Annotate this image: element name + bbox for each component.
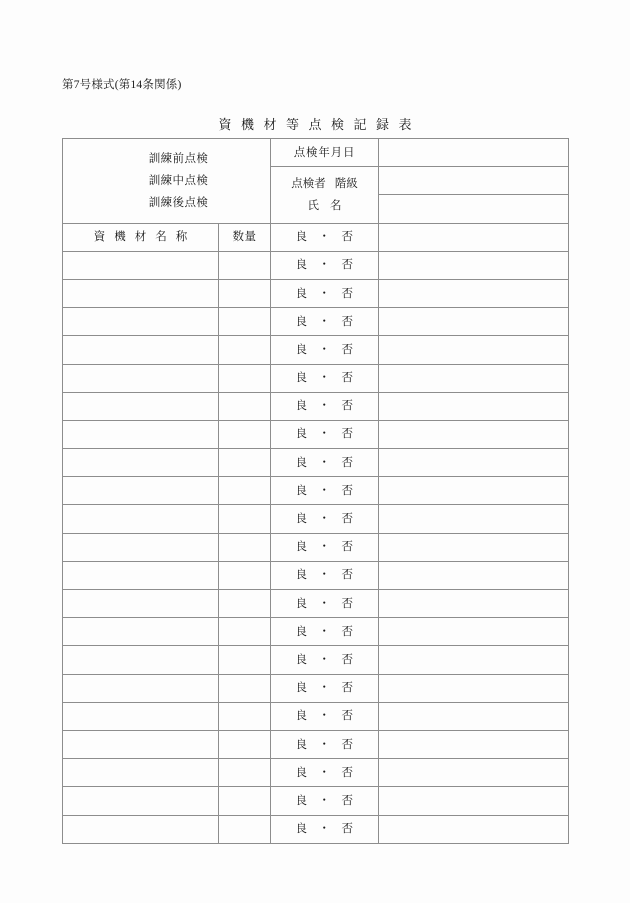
column-header-judgement	[271, 223, 379, 251]
cell-remarks[interactable]	[379, 420, 569, 448]
column-header-equipment-name: 資機材名称	[63, 223, 219, 251]
cell-judgement[interactable]	[271, 477, 379, 505]
judgement-bad-text: 否	[341, 400, 354, 413]
table-row	[63, 364, 569, 392]
cell-remarks[interactable]	[379, 730, 569, 758]
table-row	[63, 251, 569, 279]
table-row	[63, 308, 569, 336]
cell-judgement[interactable]	[271, 815, 379, 843]
judgement-separator-text: ・	[318, 400, 331, 413]
cell-remarks[interactable]	[379, 477, 569, 505]
judgement-separator-text: ・	[318, 343, 331, 356]
judgement-good-text: 良	[295, 456, 308, 469]
judgement-separator-text: ・	[318, 766, 331, 779]
cell-equipment-name[interactable]	[63, 618, 219, 646]
cell-equipment-name[interactable]	[63, 702, 219, 730]
judgement-good-text: 良	[295, 343, 308, 356]
judgement-separator-text: ・	[318, 484, 331, 497]
cell-remarks[interactable]	[379, 702, 569, 730]
cell-quantity[interactable]	[219, 392, 271, 420]
table-row	[63, 674, 569, 702]
judgement-good-text: 良	[295, 259, 308, 272]
cell-remarks[interactable]	[379, 308, 569, 336]
cell-quantity[interactable]	[219, 646, 271, 674]
judgement-bad-text: 否	[341, 625, 354, 638]
judgement-separator-text: ・	[318, 682, 331, 695]
judgement-good-text: 良	[295, 372, 308, 385]
judgement-good-text: 良	[295, 625, 308, 638]
table-row	[63, 392, 569, 420]
table-row	[63, 336, 569, 364]
cell-judgement[interactable]	[271, 449, 379, 477]
judgement-bad-text: 否	[341, 710, 354, 723]
cell-quantity[interactable]	[219, 561, 271, 589]
column-header-remarks	[379, 223, 569, 251]
timing-after-label: 訓練後点検	[148, 196, 209, 209]
cell-quantity[interactable]	[219, 505, 271, 533]
judgement-good-text: 良	[295, 569, 308, 582]
judgement-separator-text: ・	[318, 541, 331, 554]
header-row-date	[63, 139, 569, 167]
cell-quantity[interactable]	[219, 449, 271, 477]
cell-quantity[interactable]	[219, 730, 271, 758]
judgement-bad-text: 否	[341, 231, 354, 244]
cell-equipment-name[interactable]	[63, 477, 219, 505]
cell-equipment-name[interactable]	[63, 336, 219, 364]
cell-equipment-name[interactable]	[63, 590, 219, 618]
cell-quantity[interactable]	[219, 364, 271, 392]
judgement-bad-text: 否	[341, 315, 354, 328]
inspector-name-char-2: 名	[330, 199, 342, 212]
judgement-separator-text: ・	[318, 794, 331, 807]
cell-quantity[interactable]	[219, 702, 271, 730]
judgement-bad-text: 否	[341, 682, 354, 695]
cell-judgement[interactable]	[271, 251, 379, 279]
cell-equipment-name[interactable]	[63, 759, 219, 787]
judgement-good-text: 良	[295, 738, 308, 751]
judgement-good-text: 良	[295, 710, 308, 723]
judgement-separator-text: ・	[318, 710, 331, 723]
cell-equipment-name[interactable]	[63, 646, 219, 674]
judgement-bad-text: 否	[341, 484, 354, 497]
cell-equipment-name[interactable]	[63, 787, 219, 815]
cell-remarks[interactable]	[379, 646, 569, 674]
cell-judgement[interactable]	[271, 308, 379, 336]
judgement-bad-text: 否	[341, 513, 354, 525]
judgement-bad-text: 否	[341, 428, 354, 441]
judgement-bad-text: 否	[341, 287, 354, 300]
timing-before-label: 訓練前点検	[148, 152, 209, 165]
table-row	[63, 561, 569, 589]
column-header-row	[63, 223, 569, 251]
cell-equipment-name[interactable]	[63, 420, 219, 448]
judgement-good-text: 良	[295, 766, 308, 779]
cell-remarks[interactable]	[379, 674, 569, 702]
inspection-date-label: 点検年月日	[271, 139, 379, 167]
judgement-good-text: 良	[295, 794, 308, 807]
judgement-bad-text: 否	[341, 541, 354, 554]
judgement-good-text: 良	[295, 597, 308, 610]
cell-equipment-name[interactable]	[63, 815, 219, 843]
judgement-bad-text: 否	[341, 597, 354, 610]
cell-remarks[interactable]	[379, 392, 569, 420]
judgement-good-text: 良	[295, 682, 308, 695]
cell-equipment-name[interactable]	[63, 251, 219, 279]
cell-judgement[interactable]	[271, 702, 379, 730]
cell-equipment-name[interactable]	[63, 279, 219, 307]
inspection-record-table	[62, 138, 569, 844]
judgement-separator-text: ・	[318, 597, 331, 610]
judgement-separator-text: ・	[318, 513, 331, 525]
cell-equipment-name[interactable]	[63, 561, 219, 589]
cell-judgement[interactable]	[271, 364, 379, 392]
table-body	[63, 139, 569, 844]
cell-equipment-name[interactable]	[63, 730, 219, 758]
cell-quantity[interactable]	[219, 308, 271, 336]
cell-equipment-name[interactable]	[63, 505, 219, 533]
cell-judgement[interactable]	[271, 590, 379, 618]
table-row	[63, 618, 569, 646]
cell-quantity[interactable]	[219, 759, 271, 787]
judgement-separator-text: ・	[318, 569, 331, 582]
table-row	[63, 279, 569, 307]
cell-judgement[interactable]	[271, 392, 379, 420]
cell-judgement[interactable]	[271, 759, 379, 787]
judgement-bad-text: 否	[341, 343, 354, 356]
table-row	[63, 787, 569, 815]
cell-remarks[interactable]	[379, 449, 569, 477]
cell-judgement[interactable]	[271, 618, 379, 646]
judgement-separator-text: ・	[318, 456, 331, 469]
cell-remarks[interactable]	[379, 815, 569, 843]
judgement-separator-text: ・	[318, 315, 331, 328]
cell-quantity[interactable]	[219, 674, 271, 702]
cell-remarks[interactable]	[379, 279, 569, 307]
judgement-separator-text: ・	[318, 625, 331, 638]
cell-quantity[interactable]	[219, 618, 271, 646]
judgement-good-text: 良	[295, 315, 308, 328]
cell-equipment-name[interactable]	[63, 392, 219, 420]
inspector-rank-label	[271, 173, 378, 195]
cell-judgement[interactable]	[271, 730, 379, 758]
judgement-good-text: 良	[295, 513, 308, 525]
cell-judgement[interactable]	[271, 336, 379, 364]
cell-equipment-name[interactable]	[63, 533, 219, 561]
inspector-label-cell	[271, 167, 379, 223]
judgement-separator-text: ・	[318, 259, 331, 272]
judgement-good-text: 良	[295, 231, 308, 244]
cell-judgement[interactable]	[271, 420, 379, 448]
judgement-good-text: 良	[295, 287, 308, 300]
judgement-separator-text: ・	[318, 231, 331, 244]
cell-remarks[interactable]	[379, 618, 569, 646]
judgement-good-text: 良	[295, 541, 308, 554]
cell-judgement[interactable]	[271, 674, 379, 702]
inspector-name-label	[271, 195, 378, 217]
judgement-bad-text: 否	[341, 569, 354, 582]
judgement-bad-text: 否	[341, 372, 354, 385]
judgement-separator-text: ・	[318, 653, 331, 666]
cell-remarks[interactable]	[379, 505, 569, 533]
inspector-prefix-text: 点検者	[291, 177, 326, 190]
cell-equipment-name[interactable]	[63, 364, 219, 392]
inspector-rank-text: 階級	[334, 177, 358, 190]
inspection-timing-cell	[63, 139, 271, 224]
cell-quantity[interactable]	[219, 533, 271, 561]
cell-judgement[interactable]	[271, 505, 379, 533]
inspector-name-char-1: 氏	[307, 199, 319, 212]
judgement-good-text: 良	[295, 653, 308, 666]
judgement-separator-text: ・	[318, 428, 331, 441]
cell-remarks[interactable]	[379, 251, 569, 279]
cell-quantity[interactable]	[219, 420, 271, 448]
page-title: 資機材等点検記録表	[218, 117, 421, 132]
judgement-separator-text: ・	[318, 738, 331, 751]
cell-quantity[interactable]	[219, 590, 271, 618]
cell-judgement[interactable]	[271, 561, 379, 589]
cell-remarks[interactable]	[379, 364, 569, 392]
cell-remarks[interactable]	[379, 759, 569, 787]
judgement-separator-text: ・	[318, 372, 331, 385]
judgement-bad-text: 否	[341, 766, 354, 779]
table-row	[63, 590, 569, 618]
cell-quantity[interactable]	[219, 815, 271, 843]
cell-equipment-name[interactable]	[63, 674, 219, 702]
table-row	[63, 646, 569, 674]
judgement-bad-text: 否	[341, 653, 354, 666]
table-row	[63, 449, 569, 477]
cell-quantity[interactable]	[219, 787, 271, 815]
inspector-name-value[interactable]	[379, 195, 569, 223]
cell-judgement[interactable]	[271, 279, 379, 307]
table-row	[63, 505, 569, 533]
judgement-good-text: 良	[295, 400, 308, 413]
judgement-good-text: 良	[295, 484, 308, 497]
inspector-rank-value[interactable]	[379, 167, 569, 195]
judgement-bad-text: 否	[341, 738, 354, 751]
cell-quantity[interactable]	[219, 251, 271, 279]
cell-remarks[interactable]	[379, 561, 569, 589]
judgement-good-text: 良	[295, 428, 308, 441]
cell-remarks[interactable]	[379, 787, 569, 815]
table-row	[63, 702, 569, 730]
table-row	[63, 730, 569, 758]
cell-remarks[interactable]	[379, 336, 569, 364]
table-row	[63, 759, 569, 787]
inspection-date-value[interactable]	[379, 139, 569, 167]
table-row	[63, 815, 569, 843]
cell-judgement[interactable]	[271, 533, 379, 561]
cell-quantity[interactable]	[219, 477, 271, 505]
column-header-quantity: 数量	[219, 223, 271, 251]
cell-equipment-name[interactable]	[63, 308, 219, 336]
judgement-good-text: 良	[295, 823, 308, 836]
cell-judgement[interactable]	[271, 646, 379, 674]
judgement-bad-text: 否	[341, 456, 354, 469]
table-row	[63, 477, 569, 505]
cell-quantity[interactable]	[219, 279, 271, 307]
cell-equipment-name[interactable]	[63, 449, 219, 477]
table-row	[63, 420, 569, 448]
judgement-bad-text: 否	[341, 259, 354, 272]
cell-judgement[interactable]	[271, 787, 379, 815]
timing-during-label: 訓練中点検	[148, 174, 209, 187]
judgement-bad-text: 否	[341, 823, 354, 836]
cell-quantity[interactable]	[219, 336, 271, 364]
cell-remarks[interactable]	[379, 533, 569, 561]
cell-remarks[interactable]	[379, 590, 569, 618]
table-row	[63, 533, 569, 561]
judgement-separator-text: ・	[318, 823, 331, 836]
judgement-separator-text: ・	[318, 287, 331, 300]
judgement-bad-text: 否	[341, 794, 354, 807]
form-number-label: 第7号様式(第14条関係)	[62, 79, 182, 91]
